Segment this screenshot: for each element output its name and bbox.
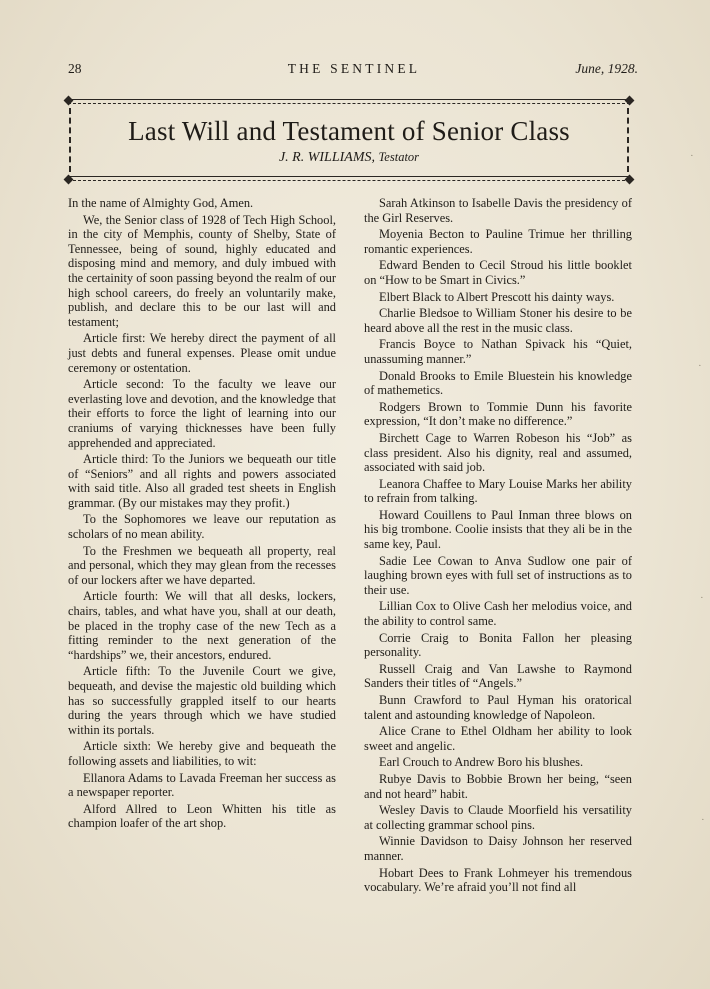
paragraph: Article second: To the faculty we leave our everlasting love and devotion, and the knowledge that their efforts to force the light of learning into our craniums of varying thicknesses have been fully apprehended and appreciated. — [68, 377, 336, 450]
paragraph: Article first: We hereby direct the payment of all just debts and funeral expenses. Please omit undue ceremony or ostentation. — [68, 331, 336, 375]
paragraph: Wesley Davis to Claude Moorfield his versatility at collecting grammar school pins. — [364, 803, 632, 832]
right-column — [364, 196, 632, 895]
paper-blemish: · — [690, 150, 694, 162]
paragraph: Corrie Craig to Bonita Fallon her pleasing personality. — [364, 630, 632, 660]
paper-blemish: · — [698, 360, 702, 372]
title-box — [64, 96, 634, 184]
paper-blemish: · — [701, 814, 705, 826]
paragraph: Howard Couillens to Paul Inman three blows on his big trombone. Coolie insists that they ali be in the same key, Paul. — [364, 507, 632, 552]
paragraph: Article sixth: We hereby give and bequeath the following assets and liabilities, to wit: — [68, 739, 336, 768]
paragraph: Sarah Atkinson to Isabelle Davis the presidency of the Girl Reserves. — [364, 196, 632, 225]
paragraph: To the Freshmen we bequeath all property, real and personal, which they may glean from the recesses of our lockers after we have departed. — [68, 543, 336, 587]
paragraph: Article third: To the Juniors we bequeath our title of “Seniors” and all rights and powers associated with said title. Also all graded test sheets in English grammar. (By our mistakes may they profit.) — [68, 452, 336, 510]
paragraph: Lillian Cox to Olive Cash her melodius voice, and the ability to control same. — [364, 599, 632, 629]
paragraph: Edward Benden to Cecil Stroud his little booklet on “How to be Smart in Civics.” — [364, 258, 632, 287]
paragraph: We, the Senior class of 1928 of Tech High School, in the city of Memphis, county of Shelby, State of Tennessee, being of sound, highly educated and disposing mind and memory, and duly imbued with the certainity of soon passing beyond the realm of our high school careers, do freely an voluntarily make, publish, and declare this to be our last will and testament; — [68, 212, 336, 329]
running-head — [68, 61, 640, 79]
paragraph: Charlie Bledsoe to William Stoner his desire to be heard above all the rest in the music class. — [364, 306, 632, 335]
paragraph: Winnie Davidson to Daisy Johnson her reserved manner. — [364, 834, 632, 863]
paragraph: Francis Boyce to Nathan Spivack his “Quiet, unassuming manner.” — [364, 337, 632, 366]
issue-date: June, 1928. — [575, 61, 638, 76]
paragraph: To the Sophomores we leave our reputation as scholars of no mean ability. — [68, 512, 336, 542]
left-column — [68, 196, 336, 831]
publication-title: THE SENTINEL — [287, 61, 421, 76]
paragraph: Article fifth: To the Juvenile Court we give, bequeath, and devise the majestic old building which has so successfully grappled itself to our hearts during the years through which we have studied within its portals. — [68, 664, 336, 737]
paragraph: Russell Craig and Van Lawshe to Raymond Sanders their titles of “Angels.” — [364, 661, 632, 691]
paragraph: Sadie Lee Cowan to Anva Sudlow one pair of laughing brown eyes with full set of instructions as to their use. — [364, 553, 632, 597]
paragraph: Birchett Cage to Warren Robeson his “Job” as class president. Also his dignity, real and assumed, associated with said job. — [364, 430, 632, 475]
paragraph: Leanora Chaffee to Mary Louise Marks her ability to refrain from talking. — [364, 476, 632, 506]
page-number: 28 — [68, 61, 82, 76]
paper-blemish: · — [700, 592, 704, 604]
paragraph: Moyenia Becton to Pauline Trimue her thrilling romantic experiences. — [364, 227, 632, 256]
border-bottom — [68, 176, 630, 181]
paragraph: Alice Crane to Ethel Oldham her ability to look sweet and angelic. — [364, 724, 632, 753]
author-name: J. R. WILLIAMS, — [278, 150, 375, 165]
paragraph: Alford Allred to Leon Whitten his title as champion loafer of the art shop. — [68, 801, 336, 831]
paragraph: Hobart Dees to Frank Lohmeyer his tremendous vocabulary. We’re afraid you’ll not find all — [364, 865, 632, 895]
paragraph: Bunn Crawford to Paul Hyman his oratorical talent and astounding knowledge of Napoleon. — [364, 693, 632, 722]
paragraph: Donald Brooks to Emile Bluestein his knowledge of mathemetics. — [364, 368, 632, 398]
paragraph: Ellanora Adams to Lavada Freeman her success as a newspaper reporter. — [68, 770, 336, 800]
paragraph: Earl Crouch to Andrew Boro his blushes. — [379, 755, 584, 770]
corner-ornament-icon — [625, 175, 635, 185]
paragraph: Rodgers Brown to Tommie Dunn his favorite expression, “It don’t make no difference.” — [364, 399, 632, 429]
author-role: Testator — [378, 150, 420, 164]
byline — [64, 150, 634, 166]
article-title: Last Will and Testament of Senior Class — [128, 116, 570, 146]
paragraph: Article fourth: We will that all desks, lockers, chairs, tables, and what have you, shall at our death, be placed in the trophy case of the new Tech as a fitting reminder to the next generation of the “hardships” we, their ancestors, endured. — [68, 589, 336, 662]
paragraph: In the name of Almighty God, Amen. — [68, 196, 254, 210]
paragraph: Elbert Black to Albert Prescott his dainty ways. — [379, 289, 615, 304]
border-top — [68, 99, 630, 104]
paragraph: Rubye Davis to Bobbie Brown her being, “seen and not heard” habit. — [364, 771, 632, 801]
